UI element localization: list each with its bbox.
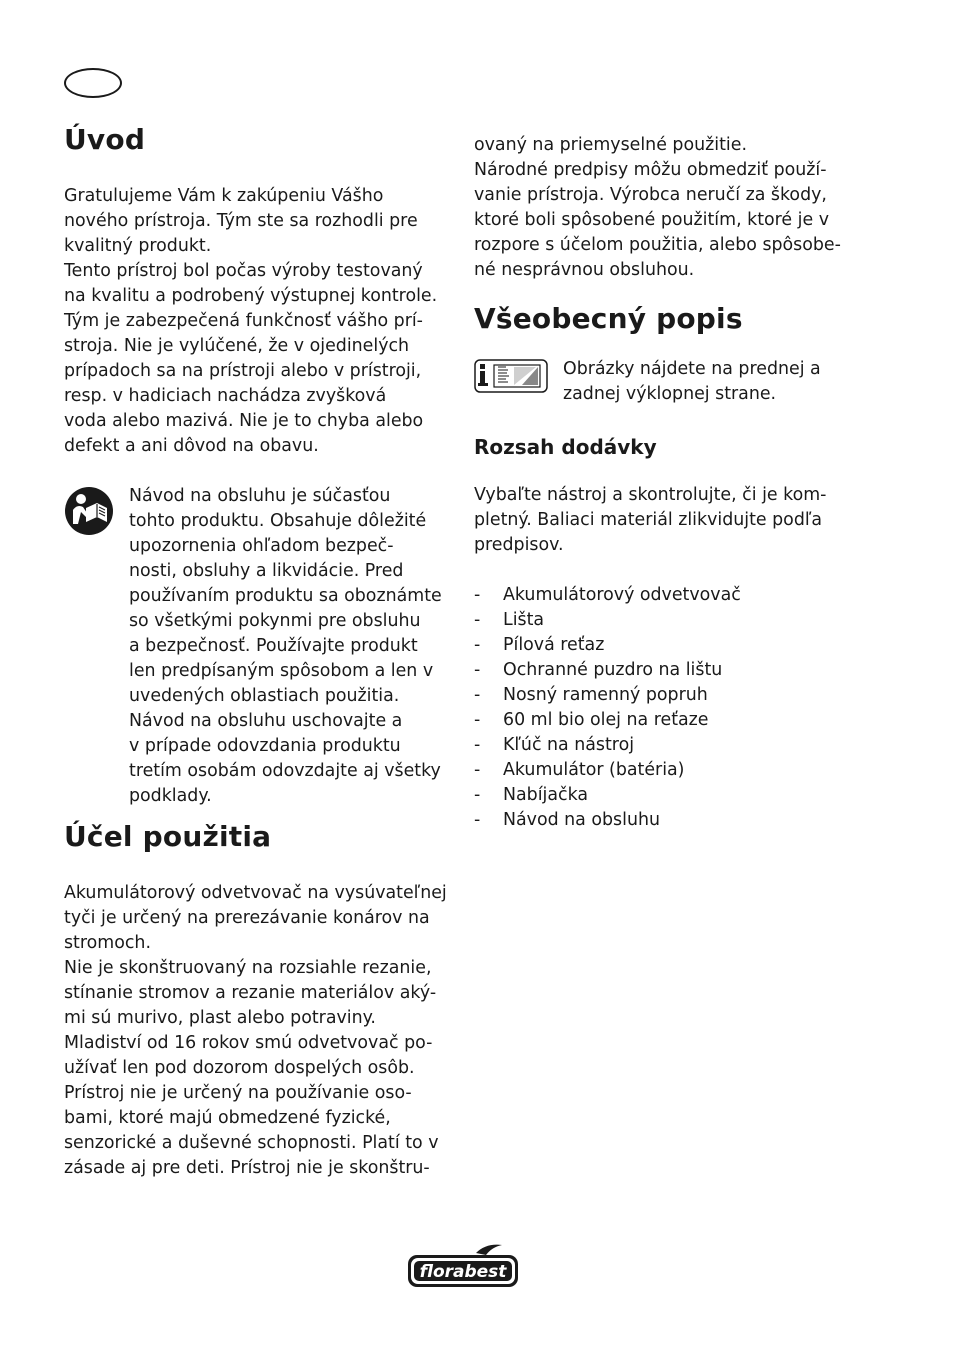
delivery-item-label: Nabíjačka	[503, 785, 589, 805]
left-column	[64, 120, 450, 1181]
delivery-heading: Rozsah dodávky	[474, 435, 657, 459]
delivery-item	[474, 633, 864, 658]
list-bullet: -	[474, 635, 481, 655]
delivery-item	[474, 783, 864, 808]
list-bullet: -	[474, 710, 481, 730]
delivery-item	[474, 733, 864, 758]
delivery-item	[474, 608, 864, 633]
purpose-heading: Účel použitia	[64, 820, 272, 853]
intro-heading: Úvod	[64, 123, 146, 156]
language-oval-icon	[64, 68, 122, 98]
list-bullet: -	[474, 735, 481, 755]
delivery-item	[474, 808, 864, 833]
delivery-item-label: Návod na obsluhu	[503, 810, 661, 830]
logo-text: florabest	[419, 1262, 507, 1282]
delivery-item	[474, 683, 864, 708]
purpose-text: Akumulátorový odvetvovač na vysúvateľnej tyči je určený na prerezávanie konárov na stromoch. Nie je skonštruovaný na rozsiahle rezanie, stínanie stromov a rezanie materiálov aký- mi sú murivo, plast alebo potraviny. Mladiství od 16 rokov smú odvetvovač po- užívať len pod dozorom dospelých osôb. Prístroj nie je určený na používanie oso- bami, ktoré majú obmedzené fyzické, senzorické a duševné schopnosti. Platí to v zásade aj pre deti. Prístroj nie je skonštru-	[64, 883, 447, 1178]
delivery-item-label: Ochranné puzdro na lištu	[503, 660, 723, 680]
figure-note	[474, 357, 864, 407]
figure-note-text: Obrázky nájdete na prednej a zadnej výklopnej strane.	[563, 359, 821, 404]
purpose-continued-text: ovaný na priemyselné použitie. Národné predpisy môžu obmedziť použí- vanie prístroja. Výrobca neručí za škody, ktoré boli spôsobené použitím, ktoré je v rozpore s účelom použitia, alebo spôsobe- né nesprávnou obsluhou.	[474, 135, 841, 280]
delivery-item-label: Kľúč na nástroj	[503, 735, 635, 755]
delivery-item-label: Lišta	[503, 610, 545, 630]
intro-text: Gratulujeme Vám k zakúpeniu Vášho nového prístroja. Tým ste sa rozhodli pre kvalitný produkt. Tento prístroj bol počas výroby testovaný na kvalitu a podrobený výstupnej kontrole. Tým je zabezpečená funkčnosť vášho prí- stroja. Nie je vylúčené, že v ojedinelých prípadoch sa na prístroji alebo v prístroji, resp. v hadiciach nachádza zvyšková voda alebo mazivá. Nie je to chyba alebo defekt a ani dôvod na obavu.	[64, 186, 438, 456]
list-bullet: -	[474, 660, 481, 680]
delivery-item-label: Pílová reťaz	[503, 635, 605, 655]
delivery-list	[474, 583, 864, 833]
list-bullet: -	[474, 585, 481, 605]
manual-notice-text: Návod na obsluhu je súčasťou tohto produktu. Obsahuje dôležité upozornenia ohľadom bezpeč- nosti, obsluhy a likvidácie. Pred používaním produktu sa oboznámte so všetkými pokynmi pre obsluhu a bezpečnosť. Používajte produkt len predpísaným spôsobom a len v uvedených oblastiach použitia. Návod na obsluhu uschovajte a v prípade odovzdania produktu tretím osobám odovzdajte aj všetky podklady.	[129, 486, 442, 806]
info-figure-icon	[474, 359, 548, 397]
manual-notice	[64, 484, 450, 809]
list-bullet: -	[474, 785, 481, 805]
list-bullet: -	[474, 810, 481, 830]
delivery-intro: Vybaľte nástroj a skontrolujte, či je kom- pletný. Baliaci materiál zlikvidujte podľa predpisov.	[474, 485, 827, 555]
right-column	[474, 133, 864, 833]
delivery-item-label: Nosný ramenný popruh	[503, 685, 708, 705]
list-bullet: -	[474, 685, 481, 705]
delivery-item	[474, 758, 864, 783]
delivery-item	[474, 708, 864, 733]
delivery-item-label: 60 ml bio olej na reťaze	[503, 710, 709, 730]
list-bullet: -	[474, 760, 481, 780]
description-heading: Všeobecný popis	[474, 302, 743, 335]
delivery-item-label: Akumulátorový odvetvovač	[503, 585, 741, 605]
read-manual-icon	[64, 486, 114, 540]
delivery-item-label: Akumulátor (batéria)	[503, 760, 685, 780]
florabest-logo	[406, 1243, 520, 1293]
delivery-item	[474, 658, 864, 683]
list-bullet: -	[474, 610, 481, 630]
delivery-item	[474, 583, 864, 608]
